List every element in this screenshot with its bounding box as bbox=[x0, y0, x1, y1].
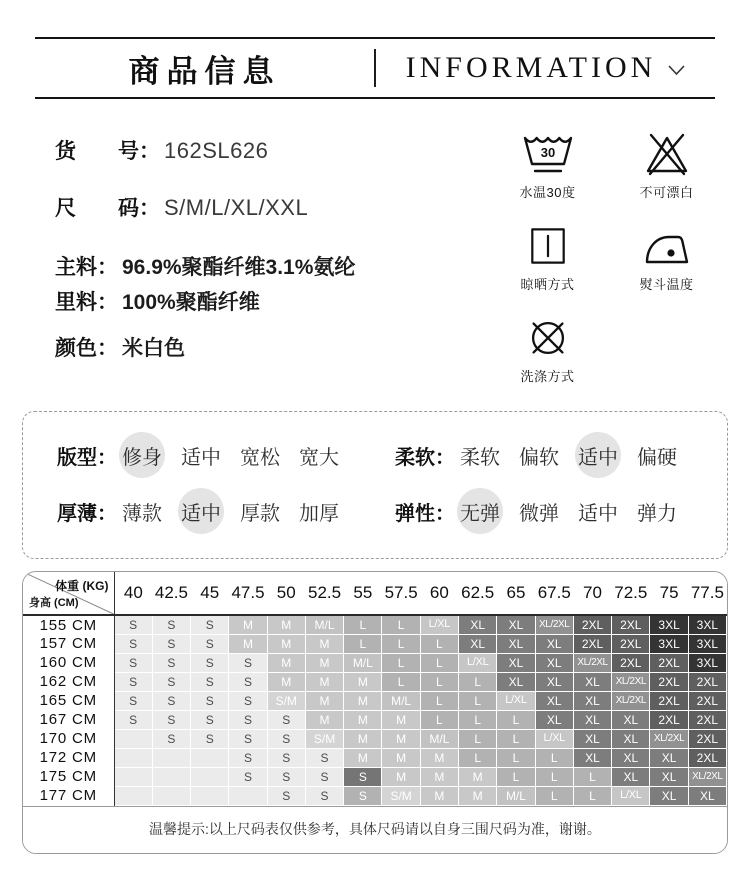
size-cell: L bbox=[573, 767, 611, 786]
weight-column-header: 55 bbox=[344, 572, 382, 615]
size-cell: M bbox=[267, 615, 305, 634]
attributes-box bbox=[22, 411, 728, 559]
size-cell: S bbox=[191, 615, 229, 634]
size-cell: L bbox=[459, 691, 497, 710]
size-cell: S bbox=[344, 767, 382, 786]
attribute-option-selected: 无弹 bbox=[457, 488, 503, 534]
attribute-option: 适中 bbox=[181, 446, 221, 469]
size-cell: L bbox=[382, 672, 420, 691]
product-field bbox=[55, 135, 488, 165]
attribute-option: 微弹 bbox=[519, 502, 559, 525]
size-cell: S bbox=[114, 653, 152, 672]
size-cell: XL bbox=[612, 710, 650, 729]
attribute-option: 厚款 bbox=[240, 502, 280, 525]
weight-column-header: 62.5 bbox=[459, 572, 497, 615]
size-cell: S bbox=[114, 615, 152, 634]
size-cell: S bbox=[152, 653, 190, 672]
size-cell: M/L bbox=[497, 786, 535, 805]
table-row bbox=[23, 634, 727, 653]
table-corner-cell bbox=[23, 572, 114, 615]
size-cell bbox=[191, 786, 229, 805]
size-cell: 2XL bbox=[573, 615, 611, 634]
care-icon-label: 洗涤方式 bbox=[520, 369, 575, 384]
field-value: 米白色 bbox=[122, 337, 185, 360]
height-row-label: 175 CM bbox=[23, 767, 114, 786]
size-cell: XL bbox=[497, 615, 535, 634]
attribute-group bbox=[57, 488, 395, 534]
attribute-group bbox=[395, 432, 693, 478]
field-value: 96.9%聚酯纤维3.1%氨纶 bbox=[122, 256, 356, 279]
size-cell: S bbox=[229, 767, 267, 786]
size-cell: XL bbox=[573, 710, 611, 729]
size-cell: XL bbox=[573, 672, 611, 691]
size-cell: XL/2XL bbox=[612, 672, 650, 691]
size-cell: L bbox=[459, 748, 497, 767]
size-cell: XL/2XL bbox=[535, 615, 573, 634]
size-cell: L bbox=[497, 729, 535, 748]
size-cell bbox=[229, 786, 267, 805]
field-label: 尺 码： bbox=[55, 197, 160, 220]
size-cell: S bbox=[152, 729, 190, 748]
svg-text:30: 30 bbox=[540, 145, 555, 160]
size-cell: L bbox=[459, 710, 497, 729]
page-header bbox=[0, 0, 750, 99]
care-icon-label: 熨斗温度 bbox=[639, 277, 694, 292]
size-cell: S bbox=[152, 672, 190, 691]
size-cell: S bbox=[229, 729, 267, 748]
size-cell: M bbox=[459, 786, 497, 805]
size-cell: XL/2XL bbox=[650, 729, 688, 748]
header-left bbox=[35, 46, 374, 91]
size-cell: M bbox=[420, 786, 458, 805]
size-cell: XL bbox=[612, 748, 650, 767]
size-cell bbox=[114, 729, 152, 748]
size-cell: M bbox=[229, 634, 267, 653]
size-cell: S bbox=[114, 691, 152, 710]
table-row bbox=[23, 672, 727, 691]
field-label: 主料： bbox=[55, 256, 118, 279]
size-cell: S bbox=[267, 767, 305, 786]
height-row-label: 165 CM bbox=[23, 691, 114, 710]
size-cell: M bbox=[229, 615, 267, 634]
table-row bbox=[23, 615, 727, 634]
size-cell: 3XL bbox=[688, 634, 726, 653]
size-cell: 3XL bbox=[650, 634, 688, 653]
size-cell: L bbox=[420, 710, 458, 729]
size-cell bbox=[114, 748, 152, 767]
size-cell: L bbox=[344, 615, 382, 634]
size-cell: M bbox=[420, 767, 458, 786]
size-cell: S bbox=[267, 729, 305, 748]
size-cell: M/L bbox=[344, 653, 382, 672]
care-item bbox=[488, 315, 607, 385]
product-field bbox=[55, 251, 488, 281]
care-icon-label: 不可漂白 bbox=[639, 185, 694, 200]
attribute-option: 薄款 bbox=[122, 502, 162, 525]
attribute-option: 柔软 bbox=[460, 446, 500, 469]
size-cell: XL bbox=[535, 710, 573, 729]
size-cell: S bbox=[305, 786, 343, 805]
size-cell: 2XL bbox=[612, 653, 650, 672]
field-value: S/M/L/XL/XXL bbox=[164, 195, 309, 220]
wash-30-icon bbox=[521, 131, 575, 177]
size-cell: M bbox=[382, 729, 420, 748]
size-cell: XL bbox=[459, 615, 497, 634]
size-cell: M bbox=[382, 710, 420, 729]
size-cell: S bbox=[191, 729, 229, 748]
size-cell bbox=[152, 786, 190, 805]
weight-column-header: 60 bbox=[420, 572, 458, 615]
size-table-container bbox=[22, 571, 728, 854]
size-cell: M bbox=[382, 767, 420, 786]
height-row-label: 155 CM bbox=[23, 615, 114, 634]
height-row-label: 167 CM bbox=[23, 710, 114, 729]
size-cell: L bbox=[382, 615, 420, 634]
attribute-group bbox=[395, 488, 693, 534]
size-cell: S bbox=[305, 767, 343, 786]
size-cell: 2XL bbox=[688, 748, 726, 767]
size-cell: XL/2XL bbox=[688, 767, 726, 786]
size-cell: S bbox=[191, 653, 229, 672]
size-cell: S bbox=[229, 653, 267, 672]
chevron-down-icon[interactable] bbox=[668, 65, 685, 76]
size-cell: S/M bbox=[382, 786, 420, 805]
weight-column-header: 75 bbox=[650, 572, 688, 615]
size-table-note: 温馨提示:以上尺码表仅供参考，具体尺码请以自身三围尺码为准，谢谢。 bbox=[23, 806, 727, 853]
weight-column-header: 67.5 bbox=[535, 572, 573, 615]
care-item bbox=[488, 131, 607, 201]
size-cell: XL bbox=[573, 729, 611, 748]
size-cell: 2XL bbox=[573, 634, 611, 653]
size-cell: L/XL bbox=[612, 786, 650, 805]
care-icon-label: 水温30度 bbox=[519, 185, 576, 200]
size-cell: L bbox=[535, 748, 573, 767]
table-row bbox=[23, 748, 727, 767]
attribute-option: 偏软 bbox=[519, 446, 559, 469]
size-cell: S bbox=[229, 691, 267, 710]
size-cell: L bbox=[535, 767, 573, 786]
size-cell bbox=[114, 767, 152, 786]
weight-column-header: 57.5 bbox=[382, 572, 420, 615]
size-cell: 2XL bbox=[688, 710, 726, 729]
attribute-options bbox=[457, 488, 693, 534]
table-row bbox=[23, 767, 727, 786]
size-cell: L/XL bbox=[535, 729, 573, 748]
size-cell: S bbox=[229, 672, 267, 691]
page-title-en: INFORMATION bbox=[405, 51, 657, 84]
size-cell: 2XL bbox=[612, 615, 650, 634]
size-cell: M/L bbox=[382, 691, 420, 710]
weight-column-header: 72.5 bbox=[612, 572, 650, 615]
header-right[interactable] bbox=[376, 51, 715, 85]
corner-height-label: 身高 (CM) bbox=[29, 597, 79, 609]
size-cell: XL bbox=[535, 672, 573, 691]
size-cell: L bbox=[459, 672, 497, 691]
height-row-label: 172 CM bbox=[23, 748, 114, 767]
product-field bbox=[55, 286, 488, 316]
drip-dry-icon bbox=[524, 223, 572, 269]
size-cell bbox=[152, 767, 190, 786]
size-cell: XL bbox=[650, 748, 688, 767]
table-row bbox=[23, 691, 727, 710]
size-cell: S bbox=[267, 710, 305, 729]
size-cell: S bbox=[152, 615, 190, 634]
care-item bbox=[488, 223, 607, 293]
size-cell: L bbox=[497, 767, 535, 786]
size-cell: S bbox=[344, 786, 382, 805]
size-cell: XL bbox=[497, 672, 535, 691]
size-cell: M bbox=[305, 653, 343, 672]
size-cell: S bbox=[191, 710, 229, 729]
size-table bbox=[23, 572, 727, 806]
height-row-label: 162 CM bbox=[23, 672, 114, 691]
attribute-option: 加厚 bbox=[299, 502, 339, 525]
size-cell: S bbox=[267, 786, 305, 805]
size-cell bbox=[191, 748, 229, 767]
size-cell: L/XL bbox=[459, 653, 497, 672]
product-info-section bbox=[0, 99, 750, 385]
attribute-option: 偏硬 bbox=[637, 446, 677, 469]
weight-column-header: 70 bbox=[573, 572, 611, 615]
size-cell: M bbox=[267, 634, 305, 653]
weight-column-header: 50 bbox=[267, 572, 305, 615]
attribute-label: 柔软： bbox=[395, 446, 455, 469]
care-icons bbox=[488, 131, 726, 385]
size-cell: 2XL bbox=[612, 634, 650, 653]
size-cell: L/XL bbox=[497, 691, 535, 710]
size-cell: M bbox=[267, 672, 305, 691]
field-label: 里料： bbox=[55, 291, 118, 314]
size-cell: XL bbox=[650, 786, 688, 805]
attribute-label: 弹性： bbox=[395, 502, 455, 525]
attribute-option: 适中 bbox=[578, 502, 618, 525]
size-cell: L bbox=[497, 748, 535, 767]
field-value: 100%聚酯纤维 bbox=[122, 291, 260, 314]
size-cell: XL bbox=[612, 729, 650, 748]
size-cell: XL bbox=[497, 653, 535, 672]
size-cell: L bbox=[535, 786, 573, 805]
no-bleach-icon bbox=[641, 131, 693, 177]
size-cell: S bbox=[267, 748, 305, 767]
care-item bbox=[607, 223, 726, 293]
attribute-row bbox=[57, 432, 693, 478]
care-item bbox=[607, 131, 726, 201]
size-cell bbox=[191, 767, 229, 786]
size-cell: 2XL bbox=[650, 691, 688, 710]
field-value: 162SL626 bbox=[164, 138, 269, 163]
height-row-label: 157 CM bbox=[23, 634, 114, 653]
size-cell: L bbox=[420, 672, 458, 691]
size-cell: XL bbox=[688, 786, 726, 805]
size-cell: S bbox=[229, 710, 267, 729]
size-cell: L bbox=[573, 786, 611, 805]
attribute-options bbox=[457, 432, 693, 478]
size-cell: XL bbox=[535, 634, 573, 653]
size-cell: 2XL bbox=[650, 672, 688, 691]
size-cell: XL bbox=[573, 748, 611, 767]
weight-column-header: 65 bbox=[497, 572, 535, 615]
attribute-label: 厚薄： bbox=[57, 502, 117, 525]
size-cell: XL/2XL bbox=[573, 653, 611, 672]
size-cell: M bbox=[344, 691, 382, 710]
table-row bbox=[23, 710, 727, 729]
size-cell: M bbox=[344, 748, 382, 767]
product-fields bbox=[55, 131, 488, 362]
care-icon-label: 晾晒方式 bbox=[520, 277, 575, 292]
size-cell: 2XL bbox=[688, 691, 726, 710]
size-cell bbox=[152, 748, 190, 767]
size-cell: L/XL bbox=[420, 615, 458, 634]
height-row-label: 177 CM bbox=[23, 786, 114, 805]
size-cell: S bbox=[229, 748, 267, 767]
size-cell: M bbox=[267, 653, 305, 672]
size-cell: S bbox=[152, 691, 190, 710]
corner-weight-label: 体重 (KG) bbox=[55, 579, 109, 593]
weight-column-header: 45 bbox=[191, 572, 229, 615]
attribute-option: 宽松 bbox=[240, 446, 280, 469]
attribute-option: 宽大 bbox=[299, 446, 339, 469]
attribute-option-selected: 适中 bbox=[575, 432, 621, 478]
size-cell bbox=[114, 786, 152, 805]
size-cell: M bbox=[420, 748, 458, 767]
size-cell: L bbox=[420, 653, 458, 672]
size-cell: S bbox=[152, 634, 190, 653]
size-cell: L bbox=[459, 729, 497, 748]
product-field bbox=[55, 192, 488, 222]
size-cell: XL bbox=[535, 653, 573, 672]
size-cell: M bbox=[459, 767, 497, 786]
size-cell: S/M bbox=[305, 729, 343, 748]
size-cell: 2XL bbox=[688, 729, 726, 748]
weight-column-header: 47.5 bbox=[229, 572, 267, 615]
field-label: 货 号： bbox=[55, 140, 160, 163]
size-cell: 2XL bbox=[650, 710, 688, 729]
attribute-options bbox=[119, 488, 355, 534]
attribute-group bbox=[57, 432, 395, 478]
size-cell: S bbox=[191, 634, 229, 653]
size-cell: M bbox=[344, 710, 382, 729]
product-field bbox=[55, 332, 488, 362]
attribute-option-selected: 修身 bbox=[119, 432, 165, 478]
size-cell: 3XL bbox=[688, 653, 726, 672]
size-cell: 2XL bbox=[650, 653, 688, 672]
size-cell: M bbox=[344, 672, 382, 691]
size-cell: S bbox=[305, 748, 343, 767]
size-cell: M/L bbox=[420, 729, 458, 748]
attribute-options bbox=[119, 432, 355, 478]
table-row bbox=[23, 653, 727, 672]
size-cell: 2XL bbox=[688, 672, 726, 691]
size-cell: M bbox=[305, 691, 343, 710]
size-cell: S bbox=[114, 672, 152, 691]
attribute-label: 版型： bbox=[57, 446, 117, 469]
size-cell: M bbox=[305, 672, 343, 691]
size-cell: S bbox=[191, 672, 229, 691]
attribute-row bbox=[57, 488, 693, 534]
size-cell: S/M bbox=[267, 691, 305, 710]
size-cell: L bbox=[497, 710, 535, 729]
wash-method-icon bbox=[523, 315, 573, 361]
size-cell: XL bbox=[497, 634, 535, 653]
size-cell: L bbox=[420, 691, 458, 710]
size-cell: XL bbox=[573, 691, 611, 710]
size-cell: 3XL bbox=[688, 615, 726, 634]
size-cell: XL bbox=[612, 767, 650, 786]
size-cell: L bbox=[382, 653, 420, 672]
size-cell: S bbox=[191, 691, 229, 710]
size-cell: L bbox=[344, 634, 382, 653]
weight-column-header: 40 bbox=[114, 572, 152, 615]
weight-column-header: 77.5 bbox=[688, 572, 726, 615]
size-cell: XL bbox=[535, 691, 573, 710]
size-cell: S bbox=[114, 710, 152, 729]
weight-column-header: 42.5 bbox=[152, 572, 190, 615]
size-cell: L bbox=[420, 634, 458, 653]
size-cell: S bbox=[152, 710, 190, 729]
weight-column-header: 52.5 bbox=[305, 572, 343, 615]
size-cell: M bbox=[305, 710, 343, 729]
size-cell: M bbox=[344, 729, 382, 748]
size-cell: M bbox=[382, 748, 420, 767]
height-row-label: 170 CM bbox=[23, 729, 114, 748]
iron-temp-icon bbox=[641, 223, 693, 269]
field-label: 颜色： bbox=[55, 337, 118, 360]
size-cell: S bbox=[114, 634, 152, 653]
table-row bbox=[23, 786, 727, 805]
size-cell: 3XL bbox=[650, 615, 688, 634]
attribute-option: 弹力 bbox=[637, 502, 677, 525]
table-row bbox=[23, 729, 727, 748]
size-cell: XL bbox=[650, 767, 688, 786]
size-cell: XL bbox=[459, 634, 497, 653]
height-row-label: 160 CM bbox=[23, 653, 114, 672]
size-cell: XL/2XL bbox=[612, 691, 650, 710]
size-cell: M/L bbox=[305, 615, 343, 634]
page-title-cn: 商品信息 bbox=[128, 53, 281, 89]
size-cell: L bbox=[382, 634, 420, 653]
size-cell: M bbox=[305, 634, 343, 653]
attribute-option-selected: 适中 bbox=[178, 488, 224, 534]
